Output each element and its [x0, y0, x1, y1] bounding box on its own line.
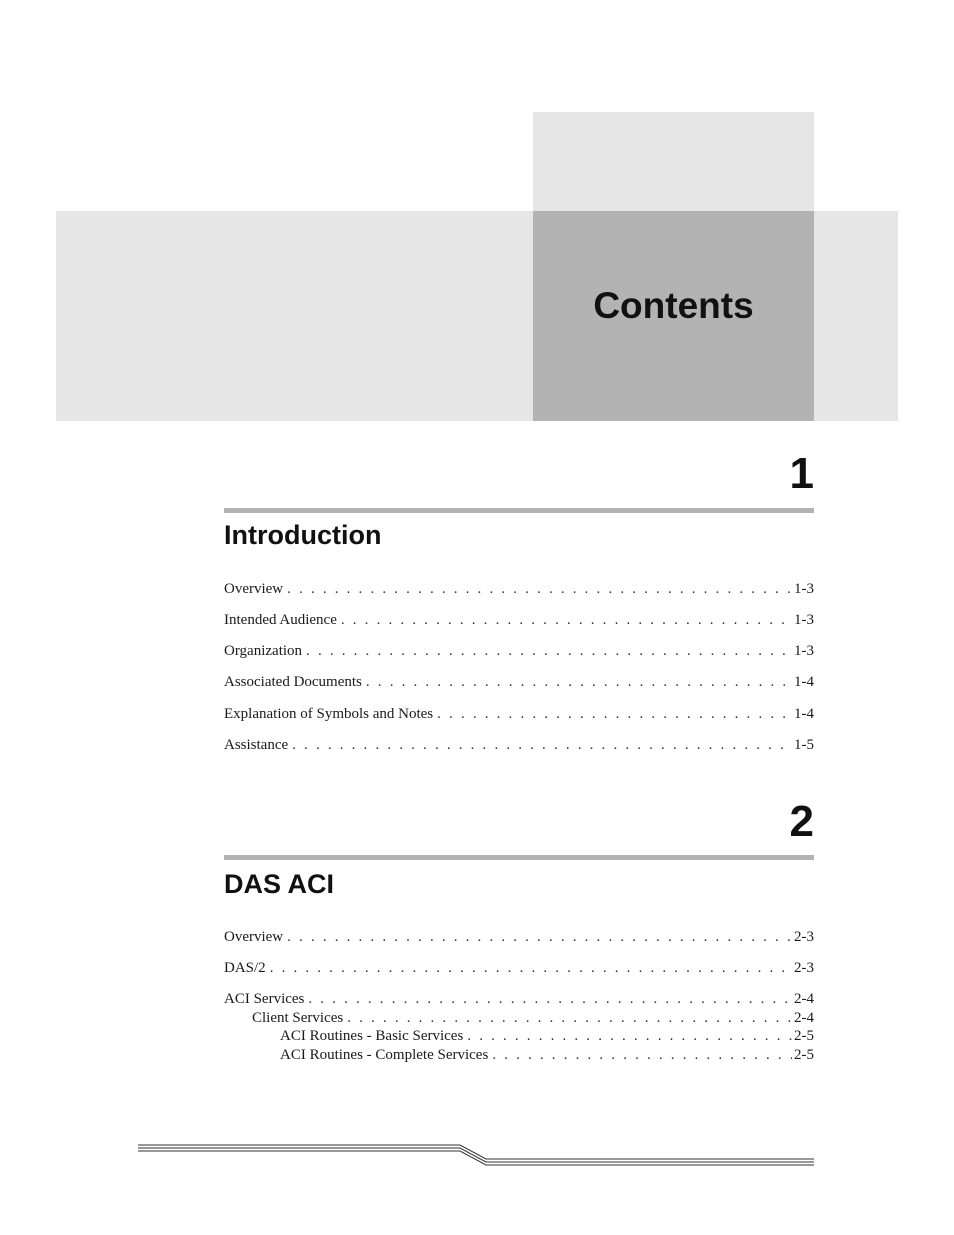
- toc-entry-page: 2-3: [794, 960, 814, 976]
- toc-entry-label: ACI Routines - Basic Services: [280, 1028, 464, 1044]
- toc-leader: [306, 642, 792, 660]
- chapter-2-rule: [224, 855, 814, 860]
- toc-leader: [341, 611, 792, 629]
- toc-leader: [347, 1009, 792, 1027]
- toc-entry-page: 2-3: [794, 929, 814, 945]
- toc-entry-page: 2-4: [794, 1010, 814, 1026]
- toc-entry-page: 1-5: [794, 737, 814, 753]
- toc-leader: [308, 990, 792, 1008]
- toc-entry-page: 1-3: [794, 643, 814, 659]
- toc-entry-label: Organization: [224, 643, 303, 659]
- toc-entry-label: Associated Documents: [224, 674, 362, 690]
- toc-entry-page: 2-5: [794, 1047, 814, 1063]
- header-band-top: [533, 112, 814, 211]
- toc-leader: [492, 1046, 792, 1064]
- toc-entry-page: 1-3: [794, 612, 814, 628]
- toc-entry[interactable]: [224, 959, 814, 977]
- toc-entry-page: 1-3: [794, 581, 814, 597]
- chapter-1-rule: [224, 508, 814, 513]
- toc-entry-label: ACI Services: [224, 991, 305, 1007]
- toc-entry-label: Explanation of Symbols and Notes: [224, 706, 434, 722]
- chapter-2-title: DAS ACI: [224, 869, 335, 899]
- toc-entry-page: 1-4: [794, 674, 814, 690]
- toc-entry[interactable]: [224, 928, 814, 946]
- toc-entry[interactable]: [224, 580, 814, 598]
- toc-leader: [366, 673, 792, 691]
- chapter-1-number: 1: [789, 449, 814, 498]
- toc-leader: [287, 928, 792, 946]
- chapter-2-number: 2: [789, 797, 814, 846]
- toc-leader: [270, 959, 792, 977]
- toc-leader: [467, 1027, 792, 1045]
- chapter-1-title: Introduction: [224, 520, 382, 550]
- footer-rule-decoration: [138, 1140, 818, 1170]
- toc-entry-label: ACI Routines - Complete Services: [280, 1047, 489, 1063]
- toc-entry-label: Intended Audience: [224, 612, 337, 628]
- toc-entry-page: 2-5: [794, 1028, 814, 1044]
- toc-entry[interactable]: [224, 642, 814, 660]
- toc-entry-page: 2-4: [794, 991, 814, 1007]
- toc-entry[interactable]: [224, 611, 814, 629]
- toc-entry-label: Overview: [224, 929, 284, 945]
- toc-entry[interactable]: [280, 1027, 814, 1045]
- toc-entry[interactable]: [280, 1046, 814, 1064]
- toc-leader: [437, 705, 792, 723]
- toc-entry[interactable]: [224, 673, 814, 691]
- toc-leader: [287, 580, 792, 598]
- toc-entry-page: 1-4: [794, 706, 814, 722]
- toc-entry[interactable]: [224, 990, 814, 1008]
- toc-entry-label: Overview: [224, 581, 284, 597]
- toc-leader: [292, 736, 792, 754]
- toc-entry[interactable]: [252, 1009, 814, 1027]
- toc-entry-label: Assistance: [224, 737, 289, 753]
- page-title: Contents: [593, 285, 754, 326]
- toc-entry[interactable]: [224, 705, 814, 723]
- toc-entry-label: Client Services: [252, 1010, 344, 1026]
- toc-entry[interactable]: [224, 736, 814, 754]
- toc-entry-label: DAS/2: [224, 960, 266, 976]
